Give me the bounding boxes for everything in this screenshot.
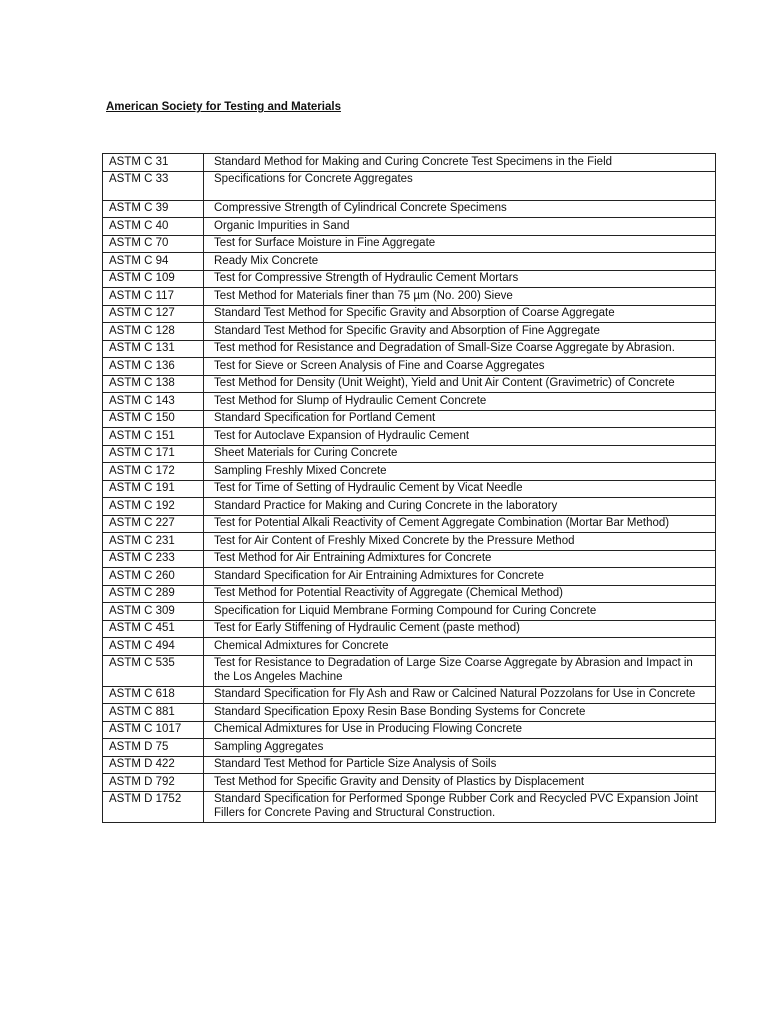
table-row [103,568,716,586]
standard-code-cell: ASTM C 138 [103,375,204,393]
table-row [103,739,716,757]
table-row [103,480,716,498]
standard-code-cell: ASTM D 422 [103,756,204,774]
standard-description-cell: Test Method for Potential Reactivity of Aggregate (Chemical Method) [204,585,716,603]
standard-description-cell: Compressive Strength of Cylindrical Concrete Specimens [204,200,716,218]
standard-description-cell: Test Method for Materials finer than 75 µm (No. 200) Sieve [204,288,716,306]
standard-description-cell: Chemical Admixtures for Concrete [204,638,716,656]
table-row [103,756,716,774]
table-row [103,550,716,568]
standard-code-cell: ASTM C 39 [103,200,204,218]
standard-code-cell: ASTM C 535 [103,655,204,686]
table-row [103,498,716,516]
standard-code-cell: ASTM C 172 [103,463,204,481]
standard-code-cell: ASTM C 309 [103,603,204,621]
table-row [103,721,716,739]
standard-description-cell: Standard Test Method for Particle Size Analysis of Soils [204,756,716,774]
table-row [103,533,716,551]
standard-description-cell: Test for Autoclave Expansion of Hydraulic Cement [204,428,716,446]
table-row [103,323,716,341]
standard-description-cell: Test for Air Content of Freshly Mixed Concrete by the Pressure Method [204,533,716,551]
table-row [103,445,716,463]
standard-code-cell: ASTM C 289 [103,585,204,603]
table-row [103,515,716,533]
table-row [103,603,716,621]
standard-description-cell: Standard Specification for Fly Ash and Raw or Calcined Natural Pozzolans for Use in Concrete [204,686,716,704]
standard-code-cell: ASTM C 117 [103,288,204,306]
table-row [103,218,716,236]
table-row [103,410,716,428]
standard-code-cell: ASTM C 40 [103,218,204,236]
table-row [103,620,716,638]
standard-description-cell: Test Method for Air Entraining Admixtures for Concrete [204,550,716,568]
standard-description-cell: Test Method for Density (Unit Weight), Yield and Unit Air Content (Gravimetric) of Concrete [204,375,716,393]
standard-description-cell: Test Method for Specific Gravity and Density of Plastics by Displacement [204,774,716,792]
standard-description-cell: Standard Specification Epoxy Resin Base Bonding Systems for Concrete [204,704,716,722]
table-row [103,704,716,722]
standard-description-cell: Standard Practice for Making and Curing Concrete in the laboratory [204,498,716,516]
document-title: American Society for Testing and Materials [106,101,341,113]
standard-code-cell: ASTM C 191 [103,480,204,498]
standard-description-cell: Chemical Admixtures for Use in Producing Flowing Concrete [204,721,716,739]
standards-table [102,153,716,823]
table-row [103,253,716,271]
standard-code-cell: ASTM D 792 [103,774,204,792]
table-row [103,288,716,306]
standard-code-cell: ASTM C 150 [103,410,204,428]
standard-code-cell: ASTM C 233 [103,550,204,568]
standard-code-cell: ASTM C 260 [103,568,204,586]
table-row [103,171,716,200]
standard-code-cell: ASTM D 1752 [103,791,204,822]
standard-code-cell: ASTM C 231 [103,533,204,551]
standard-description-cell: Sampling Aggregates [204,739,716,757]
standard-description-cell: Test for Sieve or Screen Analysis of Fine and Coarse Aggregates [204,358,716,376]
standard-description-cell: Test for Resistance to Degradation of Large Size Coarse Aggregate by Abrasion and Impact in the Los Angeles Machine [204,655,716,686]
table-row [103,305,716,323]
table-row [103,791,716,822]
table-row [103,235,716,253]
standard-description-cell: Standard Test Method for Specific Gravity and Absorption of Fine Aggregate [204,323,716,341]
standard-code-cell: ASTM D 75 [103,739,204,757]
standard-description-cell: Test method for Resistance and Degradation of Small-Size Coarse Aggregate by Abrasion. [204,340,716,358]
table-row [103,686,716,704]
standard-description-cell: Standard Test Method for Specific Gravity and Absorption of Coarse Aggregate [204,305,716,323]
standard-code-cell: ASTM C 127 [103,305,204,323]
table-row [103,585,716,603]
standard-code-cell: ASTM C 33 [103,171,204,200]
standard-description-cell: Standard Method for Making and Curing Concrete Test Specimens in the Field [204,154,716,172]
table-row [103,463,716,481]
standard-description-cell: Test for Potential Alkali Reactivity of Cement Aggregate Combination (Mortar Bar Method) [204,515,716,533]
table-row [103,340,716,358]
standard-code-cell: ASTM C 618 [103,686,204,704]
standard-code-cell: ASTM C 109 [103,270,204,288]
standard-description-cell: Test for Compressive Strength of Hydraulic Cement Mortars [204,270,716,288]
standard-description-cell: Organic Impurities in Sand [204,218,716,236]
standard-code-cell: ASTM C 151 [103,428,204,446]
standard-description-cell: Test for Time of Setting of Hydraulic Cement by Vicat Needle [204,480,716,498]
table-row [103,393,716,411]
standard-description-cell: Specification for Liquid Membrane Forming Compound for Curing Concrete [204,603,716,621]
standard-code-cell: ASTM C 881 [103,704,204,722]
standard-code-cell: ASTM C 494 [103,638,204,656]
table-row [103,200,716,218]
standard-code-cell: ASTM C 128 [103,323,204,341]
table-row [103,428,716,446]
standard-code-cell: ASTM C 227 [103,515,204,533]
standard-description-cell: Standard Specification for Performed Sponge Rubber Cork and Recycled PVC Expansion Joint Fillers for Concrete Paving and Structural Construction. [204,791,716,822]
standards-table-body [103,154,716,823]
standard-description-cell: Sheet Materials for Curing Concrete [204,445,716,463]
table-row [103,774,716,792]
table-row [103,655,716,686]
standard-description-cell: Standard Specification for Air Entraining Admixtures for Concrete [204,568,716,586]
table-row [103,358,716,376]
standard-description-cell: Standard Specification for Portland Cement [204,410,716,428]
table-row [103,154,716,172]
table-row [103,270,716,288]
standard-code-cell: ASTM C 1017 [103,721,204,739]
table-row [103,375,716,393]
standard-description-cell: Ready Mix Concrete [204,253,716,271]
standard-code-cell: ASTM C 131 [103,340,204,358]
standard-code-cell: ASTM C 136 [103,358,204,376]
table-row [103,638,716,656]
standard-description-cell: Test Method for Slump of Hydraulic Cement Concrete [204,393,716,411]
standard-code-cell: ASTM C 143 [103,393,204,411]
standard-description-cell: Specifications for Concrete Aggregates [204,171,716,200]
standard-code-cell: ASTM C 192 [103,498,204,516]
standard-code-cell: ASTM C 31 [103,154,204,172]
standard-description-cell: Test for Early Stiffening of Hydraulic Cement (paste method) [204,620,716,638]
standard-code-cell: ASTM C 94 [103,253,204,271]
standard-description-cell: Test for Surface Moisture in Fine Aggregate [204,235,716,253]
standard-code-cell: ASTM C 171 [103,445,204,463]
standard-code-cell: ASTM C 451 [103,620,204,638]
standard-code-cell: ASTM C 70 [103,235,204,253]
standard-description-cell: Sampling Freshly Mixed Concrete [204,463,716,481]
